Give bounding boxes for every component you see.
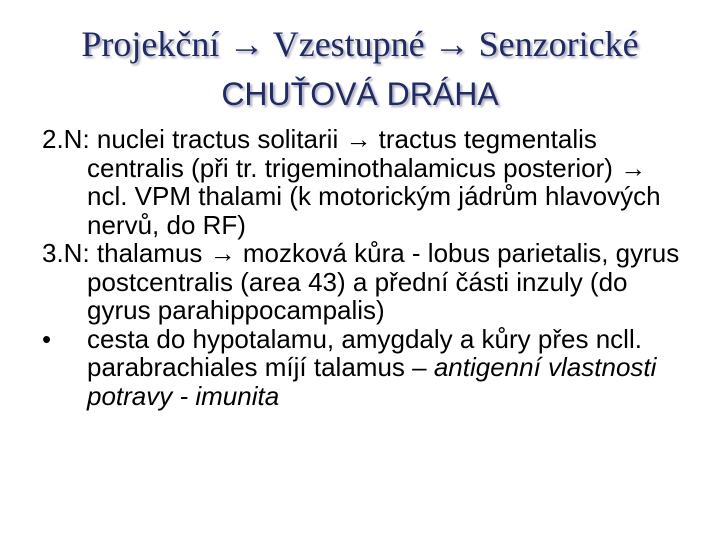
bullet-text-italic: antigenní vlastnosti potravy - imunita [87, 352, 657, 411]
bullet-text: cesta do hypotalamu, amygdaly a kůry přes ncll. parabrachiales míjí talamus – [87, 323, 642, 382]
bullet-marker: • [42, 323, 52, 354]
slide-subtitle: CHUŤOVÁ DRÁHA [221, 76, 499, 112]
paragraph-third-neuron: 3.N: thalamus → mozková kůra - lobus parietalis, gyrus postcentralis (area 43) a přední části inzuly (do gyrus parahippocampalis) [42, 238, 680, 325]
paragraph-second-neuron: 2.N: nuclei tractus solitarii → tractus tegmentalis centralis (při tr. trigeminothalamicus posterior) → ncl. VPM thalami (k motorickým jádrům hlavových nervů, do RF) [42, 124, 661, 240]
bullet-item-hypothalamus [42, 325, 682, 411]
slide-body [42, 125, 682, 410]
slide-title: Projekční → Vzestupné → Senzorické [81, 24, 639, 64]
